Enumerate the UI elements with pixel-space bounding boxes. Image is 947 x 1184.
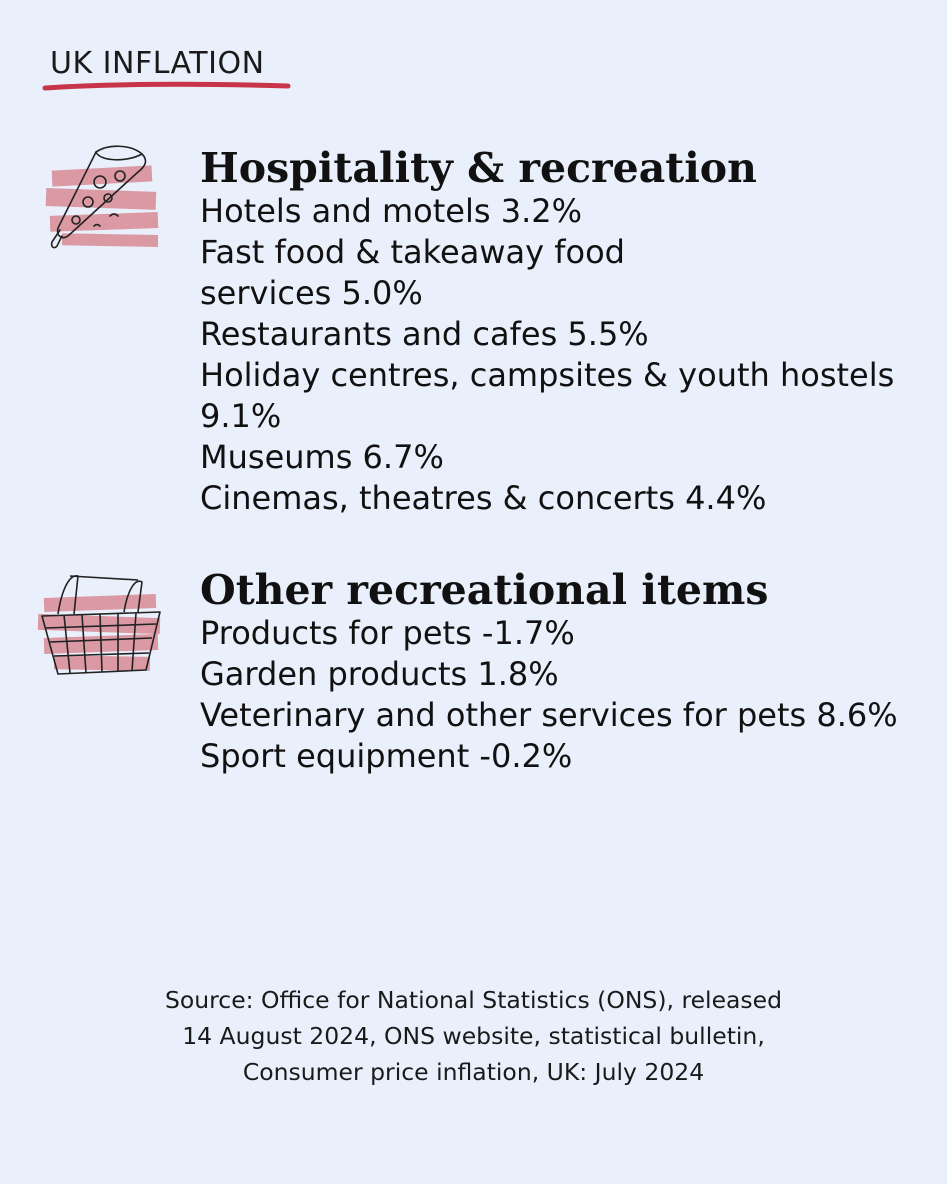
list-item: Products for pets -1.7% (200, 614, 575, 652)
list-item: Veterinary and other services for pets 8.6% (200, 696, 898, 734)
list-item: Museums 6.7% (200, 438, 444, 476)
list-item: Sport equipment -0.2% (200, 737, 573, 775)
list-item: Cinemas, theatres & concerts 4.4% (200, 479, 767, 517)
list-item: Restaurants and cafes 5.5% (200, 315, 649, 353)
list-item: Holiday centres, campsites & youth hostels 9.1% (200, 356, 895, 435)
kicker-label: UK INFLATION (50, 46, 265, 81)
list-item: Fast food & takeaway food services 5.0% (200, 233, 625, 312)
section-title: Hospitality & recreation (200, 144, 757, 192)
pizza-icon (38, 140, 173, 255)
item-list (200, 613, 900, 777)
kicker-underline (42, 80, 292, 94)
source-line: Source: Office for National Statistics (ONS), released (164, 986, 783, 1014)
section-title: Other recreational items (200, 566, 769, 614)
source-note (0, 982, 947, 1090)
item-list (200, 191, 900, 519)
section-recreational (200, 567, 900, 777)
list-item: Hotels and motels 3.2% (200, 192, 582, 230)
basket-icon (34, 570, 169, 695)
source-line: 14 August 2024, ONS website, statistical bulletin, (182, 1022, 765, 1050)
section-hospitality (200, 145, 900, 519)
source-line: Consumer price inflation, UK: July 2024 (242, 1058, 705, 1086)
list-item: Garden products 1.8% (200, 655, 559, 693)
